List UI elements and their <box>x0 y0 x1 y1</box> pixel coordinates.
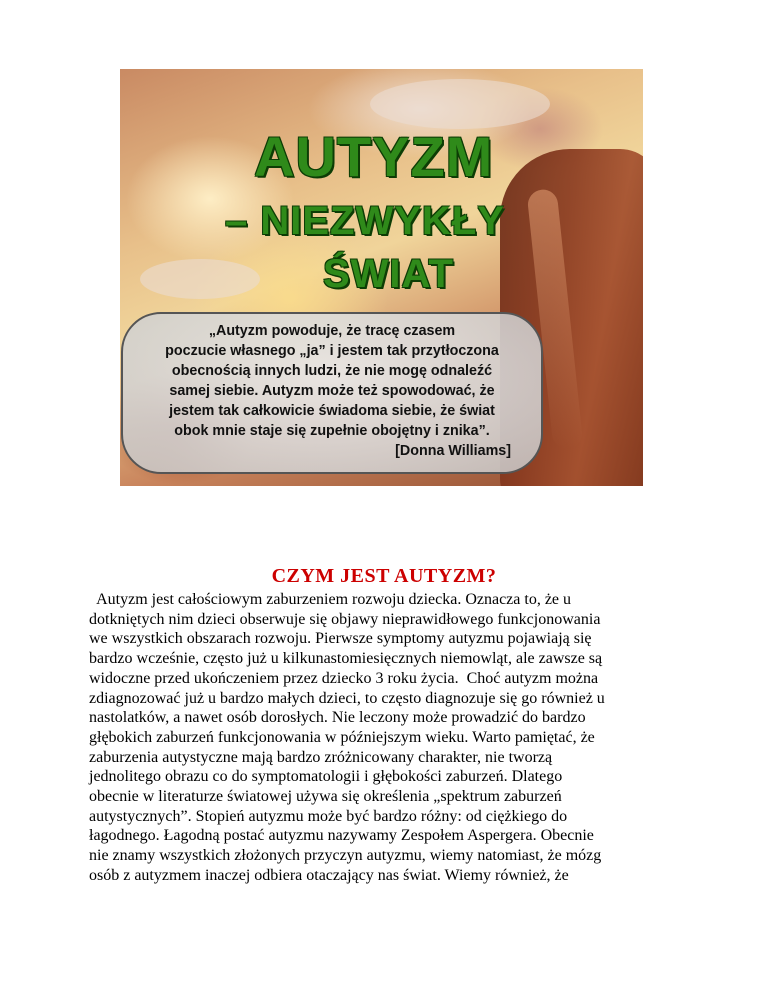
body-line: Autyzm jest całościowym zaburzeniem rozwoju dziecka. Oznacza to, że u <box>89 591 572 608</box>
cloud-decoration <box>140 259 260 299</box>
article-heading: CZYM JEST AUTYZM? <box>271 565 497 587</box>
quote-author: [Donna Williams] <box>395 443 511 459</box>
body-line: autystycznych”. Stopień autyzmu może być bardzo różny: od ciężkiego do <box>89 807 568 825</box>
body-line: dotkniętych nim dzieci obserwuje się objawy nieprawidłowego funkcjonowania <box>89 610 601 628</box>
poster-title-line3: ŚWIAT <box>323 252 454 296</box>
poster-title-line2: – NIEZWYKŁY <box>225 199 505 243</box>
body-line: we wszystkich obszarach rozwoju. Pierwsze symptomy autyzmu pojawiają się <box>89 630 592 648</box>
quote-line: samej siebie. Autyzm może też spowodować, że <box>169 383 495 399</box>
body-line: bardzo wcześnie, często już u kilkunastomiesięcznych niemowląt, ale zawsze są <box>89 650 603 668</box>
body-line: jednolitego obrazu co do symptomatologii i głębokości zaburzeń. Dlatego <box>89 768 563 786</box>
body-line: nastolatków, a nawet osób dorosłych. Nie leczony może prowadzić do bardzo <box>89 709 586 727</box>
quote-line: „Autyzm powoduje, że tracę czasem <box>208 323 456 339</box>
quote-line: obecnością innych ludzi, że nie mogę odnaleźć <box>171 363 493 379</box>
body-line: nie znamy wszystkich złożonych przyczyn autyzmu, wiemy natomiast, że mózg <box>89 847 602 865</box>
body-line: osób z autyzmem inaczej odbiera otaczający nas świat. Wiemy również, że <box>89 866 569 884</box>
poster-image <box>120 69 643 486</box>
body-line: zdiagnozować już u bardzo małych dzieci, to często diagnozuje się go również u <box>89 689 605 707</box>
quote-line: jestem tak całkowicie świadoma siebie, że świat <box>169 403 495 419</box>
body-line: widoczne przed ukończeniem przez dziecko 3 roku życia. Choć autyzm można <box>89 669 599 687</box>
body-line: łagodnego. Łagodną postać autyzmu nazywamy Zespołem Aspergera. Obecnie <box>89 827 594 845</box>
quote-line: poczucie własnego „ja” i jestem tak przytłoczona <box>165 343 499 359</box>
body-line: głębokich zaburzeń funkcjonowania w późniejszym wieku. Warto pamiętać, że <box>89 728 595 746</box>
quote-box <box>121 312 543 474</box>
poster-title-line1: AUTYZM <box>254 125 494 188</box>
quote-line: obok mnie staje się zupełnie obojętny i znika”. <box>174 423 490 439</box>
article-body <box>89 590 689 886</box>
body-line: zaburzenia autystyczne mają bardzo zróżnicowany charakter, nie tworzą <box>89 748 553 766</box>
body-line: obecnie w literaturze światowej używa się określenia „spektrum zaburzeń <box>89 788 562 806</box>
cloud-decoration <box>370 79 550 129</box>
